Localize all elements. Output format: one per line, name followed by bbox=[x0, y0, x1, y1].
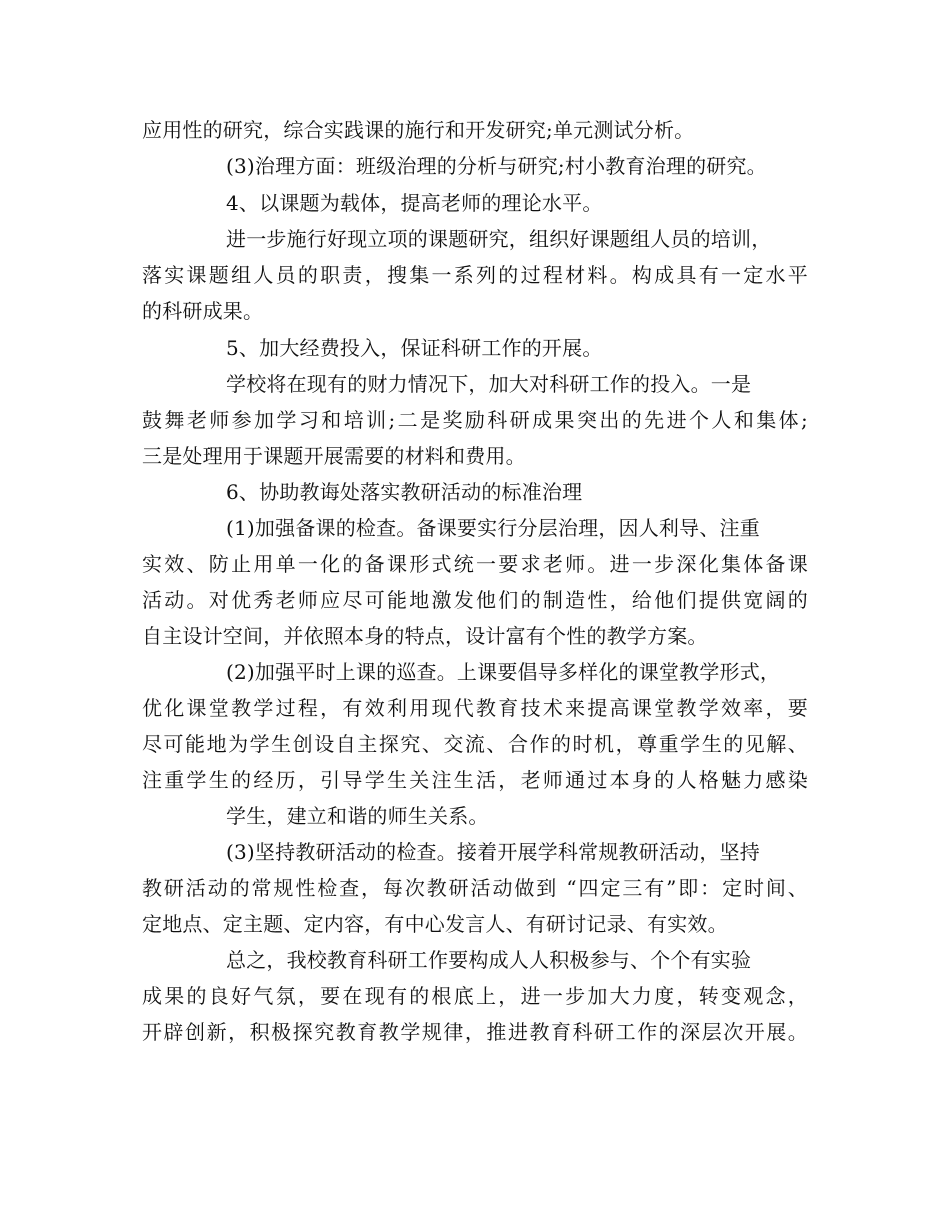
text-line: 尽可能地为学生创设自主探究、交流、合作的时机，尊重学生的见解、 bbox=[142, 732, 808, 756]
text-line: 应用性的研究，综合实践课的施行和开发研究;单元测试分析。 bbox=[142, 118, 695, 142]
section-heading: 6、协助教诲处落实教研活动的标准治理 bbox=[226, 480, 583, 504]
text-line: 自主设计空间，并依照本身的特点，设计富有个性的教学方案。 bbox=[142, 624, 708, 648]
section-heading: 4、以课题为载体，提高老师的理论水平。 bbox=[226, 191, 603, 215]
text-line: 的科研成果。 bbox=[142, 299, 264, 323]
text-line: 定地点、定主题、定内容，有中心发言人、有研讨记录、有实效。 bbox=[142, 912, 728, 936]
text-line: 鼓舞老师参加学习和培训;二是奖励科研成果突出的先进个人和集体; bbox=[142, 408, 808, 432]
text-line: (2)加强平时上课的巡查。上课要倡导多样化的课堂教学形式， bbox=[226, 660, 781, 684]
text-line: 优化课堂教学过程，有效利用现代教育技术来提高课堂教学效率，要 bbox=[142, 696, 808, 720]
text-line: 注重学生的经历，引导学生关注生活，老师通过本身的人格魅力感染 bbox=[142, 768, 808, 792]
text-line: 三是处理用于课题开展需要的材料和费用。 bbox=[142, 444, 526, 468]
text-line: 总之，我校教育科研工作要构成人人积极参与、个个有实验 bbox=[226, 948, 752, 972]
text-line: 进一步施行好现立项的课题研究，组织好课题组人员的培训， bbox=[226, 227, 772, 251]
text-line: (3)治理方面：班级治理的分析与研究;村小教育治理的研究。 bbox=[226, 154, 767, 178]
section-heading: 5、加大经费投入，保证科研工作的开展。 bbox=[226, 336, 603, 360]
text-line: 教研活动的常规性检查，每次教研活动做到 “四定三有”即：定时间、 bbox=[142, 876, 808, 900]
text-line: 实效、防止用单一化的备课形式统一要求老师。进一步深化集体备课 bbox=[142, 552, 808, 576]
text-line: 开辟创新，积极探究教育教学规律，推进教育科研工作的深层次开展。 bbox=[142, 1020, 808, 1044]
text-line: 学校将在现有的财力情况下，加大对科研工作的投入。一是 bbox=[226, 372, 752, 396]
text-line: 落实课题组人员的职责，搜集一系列的过程材料。构成具有一定水平 bbox=[142, 263, 808, 287]
text-line: 成果的良好气氛，要在现有的根底上，进一步加大力度，转变观念， bbox=[142, 984, 808, 1008]
text-line: 活动。对优秀老师应尽可能地激发他们的制造性，给他们提供宽阔的 bbox=[142, 588, 808, 612]
text-line: 学生，建立和谐的师生关系。 bbox=[226, 804, 489, 828]
text-line: (3)坚持教研活动的检查。接着开展学科常规教研活动，坚持 bbox=[226, 840, 760, 864]
text-line: (1)加强备课的检查。备课要实行分层治理，因人利导、注重 bbox=[226, 516, 760, 540]
